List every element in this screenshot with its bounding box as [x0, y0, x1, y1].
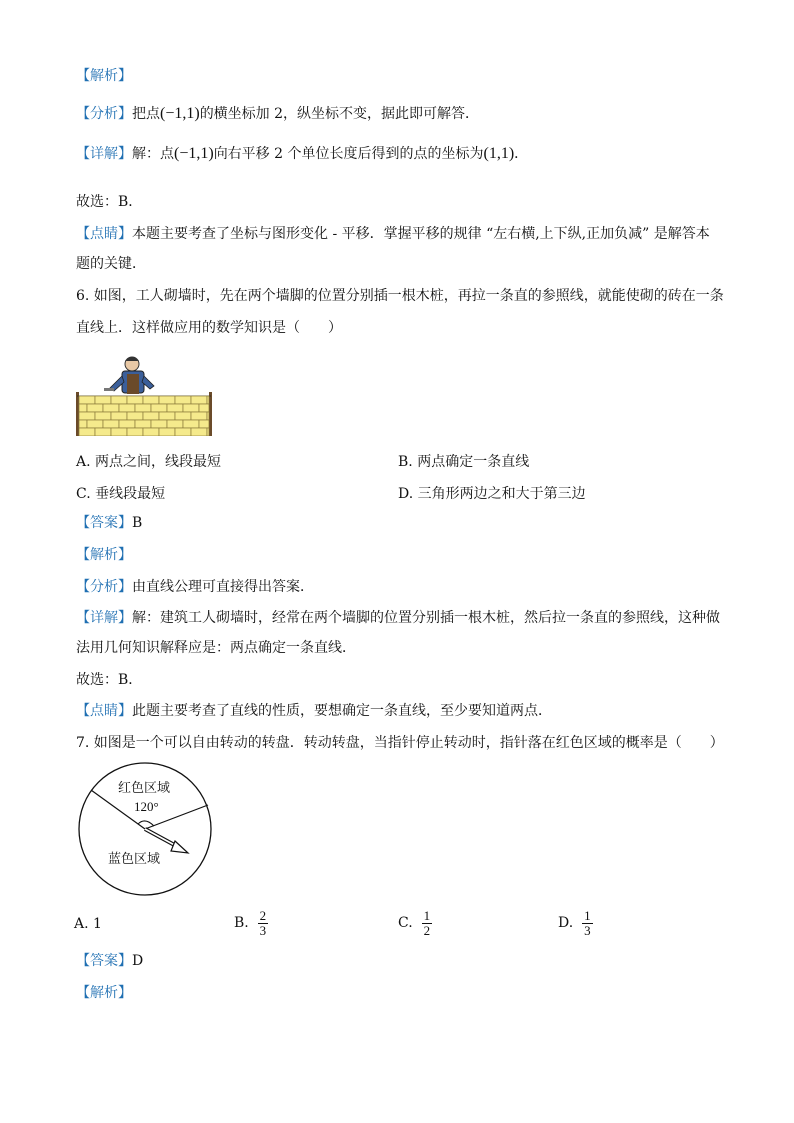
- fenxi-tag: 【分析】: [76, 106, 132, 122]
- red-region-label: 红色区域: [118, 781, 171, 796]
- brick: [79, 404, 87, 412]
- brick: [191, 412, 207, 420]
- brick: [135, 420, 151, 428]
- right-peg: [209, 392, 212, 436]
- q6-stem-2: 直线上．这样做应用的数学知识是（ ）: [76, 320, 342, 336]
- dianjing-tag: 【点睛】: [76, 226, 132, 242]
- q6-dianjing-text: 此题主要考查了直线的性质，要想确定一条直线，至少要知道两点．: [132, 703, 552, 719]
- brick: [183, 420, 199, 428]
- q6-option-d: D. 三角形两边之和大于第三边: [398, 486, 586, 502]
- brick: [199, 404, 209, 412]
- q7-option-d: [558, 906, 593, 940]
- q6-answer: B: [132, 515, 143, 531]
- brick: [167, 404, 183, 412]
- brick: [79, 396, 95, 404]
- analysis-heading: 【解析】: [76, 68, 132, 84]
- brick: [95, 412, 111, 420]
- frac-denominator: 3: [584, 922, 591, 938]
- q6-daan-tag: 【答案】: [76, 515, 132, 531]
- brick: [111, 396, 127, 404]
- q7-option-a: A. 1: [74, 916, 102, 932]
- brick: [111, 412, 127, 420]
- comment-line-1: [76, 224, 710, 244]
- frac-denominator: 3: [259, 922, 267, 938]
- brick: [79, 420, 87, 428]
- fraction-one-half: [422, 909, 433, 938]
- brick: [175, 428, 191, 436]
- q6-xiangjie-tag: 【详解】: [76, 610, 132, 626]
- brick: [151, 404, 167, 412]
- brick: [111, 428, 127, 436]
- detail-line: [76, 144, 528, 164]
- point-1-1: (1,1): [483, 145, 515, 162]
- q6-dianjing-tag: 【点睛】: [76, 703, 132, 719]
- brick: [103, 420, 119, 428]
- brick: [191, 396, 207, 404]
- choose-line: 故选：B．: [76, 194, 143, 210]
- frac-denominator: 2: [423, 922, 431, 938]
- brick: [143, 396, 159, 404]
- analysis-line: [76, 104, 479, 124]
- brick: [127, 412, 143, 420]
- brick-wall: [79, 396, 209, 436]
- brick: [95, 428, 111, 436]
- xiangjie-text-b: 向右平移 2 个单位长度后得到的点的坐标为: [213, 146, 484, 162]
- fenxi-text-a: 把点: [132, 106, 160, 122]
- brick: [143, 428, 159, 436]
- brick: [159, 428, 175, 436]
- q6-option-c: C. 垂线段最短: [76, 486, 166, 502]
- q7-answer-line: [76, 951, 143, 971]
- brick: [191, 428, 207, 436]
- q7-analysis-heading: 【解析】: [76, 985, 132, 1001]
- q7-option-b: [234, 906, 268, 940]
- q6-xiangjie-text-1: 解：建筑工人砌墙时，经常在两个墙脚的位置分别插一根木桩，然后拉一条直的参照线，这种做: [132, 610, 720, 626]
- worker-illustration: [104, 357, 154, 394]
- brick: [207, 428, 209, 436]
- brick: [95, 396, 111, 404]
- q6-fenxi-line: [76, 577, 314, 597]
- angle-label: 120°: [134, 799, 159, 814]
- brick: [159, 396, 175, 404]
- frac-numerator: 2: [259, 907, 267, 923]
- brick: [167, 420, 183, 428]
- frac-numerator: 1: [423, 907, 431, 923]
- brick: [127, 428, 143, 436]
- blue-region-label: 蓝色区域: [108, 852, 161, 867]
- brick: [135, 404, 151, 412]
- brick: [103, 404, 119, 412]
- brick: [87, 420, 103, 428]
- brick: [79, 412, 95, 420]
- q6-analysis-heading: 【解析】: [76, 547, 132, 563]
- brick: [159, 412, 175, 420]
- xiangjie-text-a: 解：点: [132, 146, 174, 162]
- q7-option-b-label: B.: [234, 915, 249, 931]
- xiangjie-end: ．: [514, 146, 529, 162]
- fenxi-text-b: 的横坐标加 2，纵坐标不变，据此即可解答．: [199, 106, 480, 122]
- q6-fenxi-tag: 【分析】: [76, 579, 132, 595]
- q6-choose-line: 故选：B．: [76, 672, 143, 688]
- q6-option-a: A. 两点之间，线段最短: [76, 454, 222, 470]
- brick: [127, 396, 143, 404]
- point-minus1-1: (−1,1): [160, 105, 200, 122]
- brick: [199, 420, 209, 428]
- comment-line-2: 题的关键．: [76, 256, 146, 272]
- q7-option-d-label: D.: [558, 915, 574, 931]
- brick: [87, 404, 103, 412]
- q6-answer-line: [76, 513, 142, 533]
- frac-numerator: 1: [584, 907, 591, 923]
- spinner-figure: [74, 762, 218, 898]
- brick: [151, 420, 167, 428]
- q6-fenxi-text: 由直线公理可直接得出答案．: [132, 579, 314, 595]
- q6-comment-line: [76, 701, 552, 721]
- q7-answer: D: [132, 953, 144, 969]
- q7-daan-tag: 【答案】: [76, 953, 132, 969]
- q7-option-c: [398, 906, 432, 940]
- brick: [207, 396, 209, 404]
- fraction-one-third: [582, 909, 593, 938]
- q7-option-c-label: C.: [398, 915, 413, 931]
- q6-stem-1: 6. 如图，工人砌墙时，先在两个墙脚的位置分别插一根木桩，再拉一条直的参照线，就能使砌的砖在一条: [76, 288, 724, 304]
- q6-xiangjie-line-1: [76, 608, 720, 628]
- brick: [175, 396, 191, 404]
- fraction-two-thirds: [258, 909, 269, 938]
- brick: [119, 420, 135, 428]
- brick: [119, 404, 135, 412]
- bricklayer-figure: [74, 352, 214, 436]
- q7-stem: 7. 如图是一个可以自由转动的转盘．转动转盘，当指针停止转动时，指针落在红色区域的概率是（ ）: [76, 735, 724, 751]
- point-minus1-1-b: (−1,1): [174, 145, 214, 162]
- brick: [143, 412, 159, 420]
- q6-option-b: B. 两点确定一条直线: [398, 454, 530, 470]
- brick: [183, 404, 199, 412]
- brick: [207, 412, 209, 420]
- dianjing-text-1: 本题主要考查了坐标与图形变化 - 平移．掌握平移的规律 “左右横,上下纵,正加负减” 是解答本: [132, 226, 710, 242]
- xiangjie-tag: 【详解】: [76, 146, 132, 162]
- brick: [79, 428, 95, 436]
- left-peg: [76, 392, 79, 436]
- q6-xiangjie-line-2: 法用几何知识解释应是：两点确定一条直线．: [76, 640, 356, 656]
- brick: [175, 412, 191, 420]
